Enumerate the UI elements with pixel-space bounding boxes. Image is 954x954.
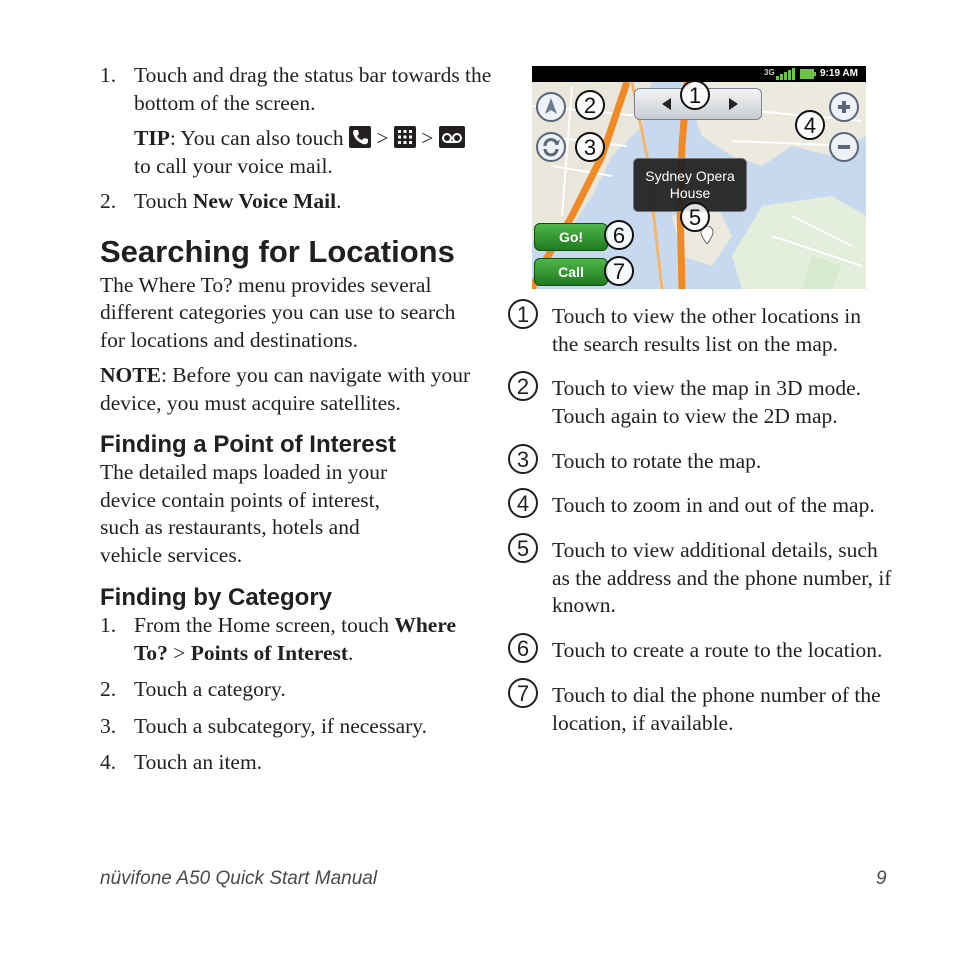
marker-5: 5 xyxy=(680,202,710,232)
callout-number: 5 xyxy=(508,533,538,563)
left-column xyxy=(100,62,492,777)
category-step-4 xyxy=(100,749,480,777)
step-bold: New Voice Mail xyxy=(192,189,337,213)
signal-icon xyxy=(776,68,796,80)
map-view-3d-button[interactable] xyxy=(536,92,566,122)
step-text: Touch xyxy=(134,189,193,213)
callout-text: Touch to rotate the map. xyxy=(552,449,762,473)
callout-text: Touch to create a route to the location. xyxy=(552,638,883,662)
arrow-right-icon[interactable] xyxy=(725,96,741,112)
step-text: Touch and drag the status bar towards the bottom of the screen. xyxy=(134,63,492,115)
zoom-in-button[interactable] xyxy=(829,92,859,122)
zoom-out-icon xyxy=(831,134,857,160)
place-name-line-1: Sydney Opera xyxy=(645,168,735,184)
step-number: 2. xyxy=(100,189,117,213)
poi-paragraph: The detailed maps loaded in your device contain points of interest, such as restaurants, hotels and vehicle services. xyxy=(100,460,388,567)
footer-manual-title: nüvifone A50 Quick Start Manual xyxy=(100,868,378,889)
callout-number: 7 xyxy=(508,678,538,708)
network-indicator: 3G xyxy=(764,68,775,77)
step-text: Touch an item. xyxy=(134,750,263,774)
marker-4: 4 xyxy=(795,110,825,140)
step-end: . xyxy=(336,189,342,213)
status-time: 9:19 AM xyxy=(820,68,858,79)
step-text: Touch a subcategory, if necessary. xyxy=(134,713,428,738)
callout-number: 1 xyxy=(508,299,538,329)
callout-text: Touch to dial the phone number of the location, if available. xyxy=(552,683,881,735)
marker-2: 2 xyxy=(575,90,605,120)
category-step-1 xyxy=(100,612,464,667)
section-heading: Searching for Locations xyxy=(100,233,455,269)
callout-text: Touch to view the other locations in the search results list on the map. xyxy=(552,304,861,356)
compass-icon xyxy=(538,94,564,120)
step-text: Touch a category. xyxy=(134,677,286,701)
marker-3: 3 xyxy=(575,132,605,162)
tip-label: TIP xyxy=(134,126,170,150)
tip-text-2: to call your voice mail. xyxy=(134,153,333,178)
step-2-new-voice-mail xyxy=(100,188,480,216)
battery-icon xyxy=(800,69,816,79)
step-bold-poi: Points of Interest xyxy=(190,640,349,665)
keypad-icon xyxy=(394,126,416,148)
step-end: . xyxy=(348,640,354,665)
zoom-out-button[interactable] xyxy=(829,132,859,162)
callout-number: 4 xyxy=(508,488,538,518)
note-label: NOTE xyxy=(100,363,161,387)
step-text: From the Home screen, touch xyxy=(134,613,395,637)
device-map-screenshot xyxy=(532,66,866,289)
marker-1: 1 xyxy=(680,80,710,110)
subheading-point-of-interest: Finding a Point of Interest xyxy=(100,431,396,458)
call-button[interactable]: Call xyxy=(534,258,608,286)
callout-text: Touch to zoom in and out of the map. xyxy=(552,493,875,517)
callout-text: Touch to view additional details, such as the address and the phone number, if known. xyxy=(552,538,892,617)
tip-paragraph xyxy=(100,125,484,180)
marker-6: 6 xyxy=(604,220,634,250)
place-name-line-2: House xyxy=(669,185,711,201)
rotate-icon xyxy=(538,134,564,160)
callout-text: Touch to view the map in 3D mode. Touch again to view the 2D map. xyxy=(552,376,861,428)
footer-page-number: 9 xyxy=(876,868,887,889)
callout-number: 2 xyxy=(508,371,538,401)
step-number: 1. xyxy=(100,613,117,637)
arrow-left-icon[interactable] xyxy=(659,96,675,112)
phone-icon xyxy=(349,126,371,148)
callout-number: 3 xyxy=(508,444,538,474)
callout-number: 6 xyxy=(508,633,538,663)
voicemail-icon xyxy=(439,126,465,148)
category-step-3 xyxy=(100,713,480,741)
subheading-by-category: Finding by Category xyxy=(100,584,333,611)
note-paragraph xyxy=(100,362,475,417)
go-button[interactable]: Go! xyxy=(534,223,608,251)
step-sep: > xyxy=(167,640,191,665)
category-step-2 xyxy=(100,676,480,704)
zoom-in-icon xyxy=(831,94,857,120)
tip-separator: > xyxy=(376,126,389,150)
intro-paragraph: The Where To? menu provides several different categories you can use to search for locations and destinations. xyxy=(100,272,456,352)
step-number: 2. xyxy=(100,677,117,701)
step-bold-where-to: Where To? xyxy=(134,613,457,665)
marker-7: 7 xyxy=(604,256,634,286)
note-text: : Before you can navigate with your device, you must acquire satellites. xyxy=(100,363,471,415)
step-number: 3. xyxy=(100,713,117,738)
step-1-drag-status-bar xyxy=(100,62,504,117)
step-number: 4. xyxy=(100,750,117,774)
tip-separator-2: > xyxy=(421,126,434,150)
map-rotate-button[interactable] xyxy=(536,132,566,162)
step-number: 1. xyxy=(100,63,117,87)
tip-text-1: : You can also touch xyxy=(169,126,344,150)
